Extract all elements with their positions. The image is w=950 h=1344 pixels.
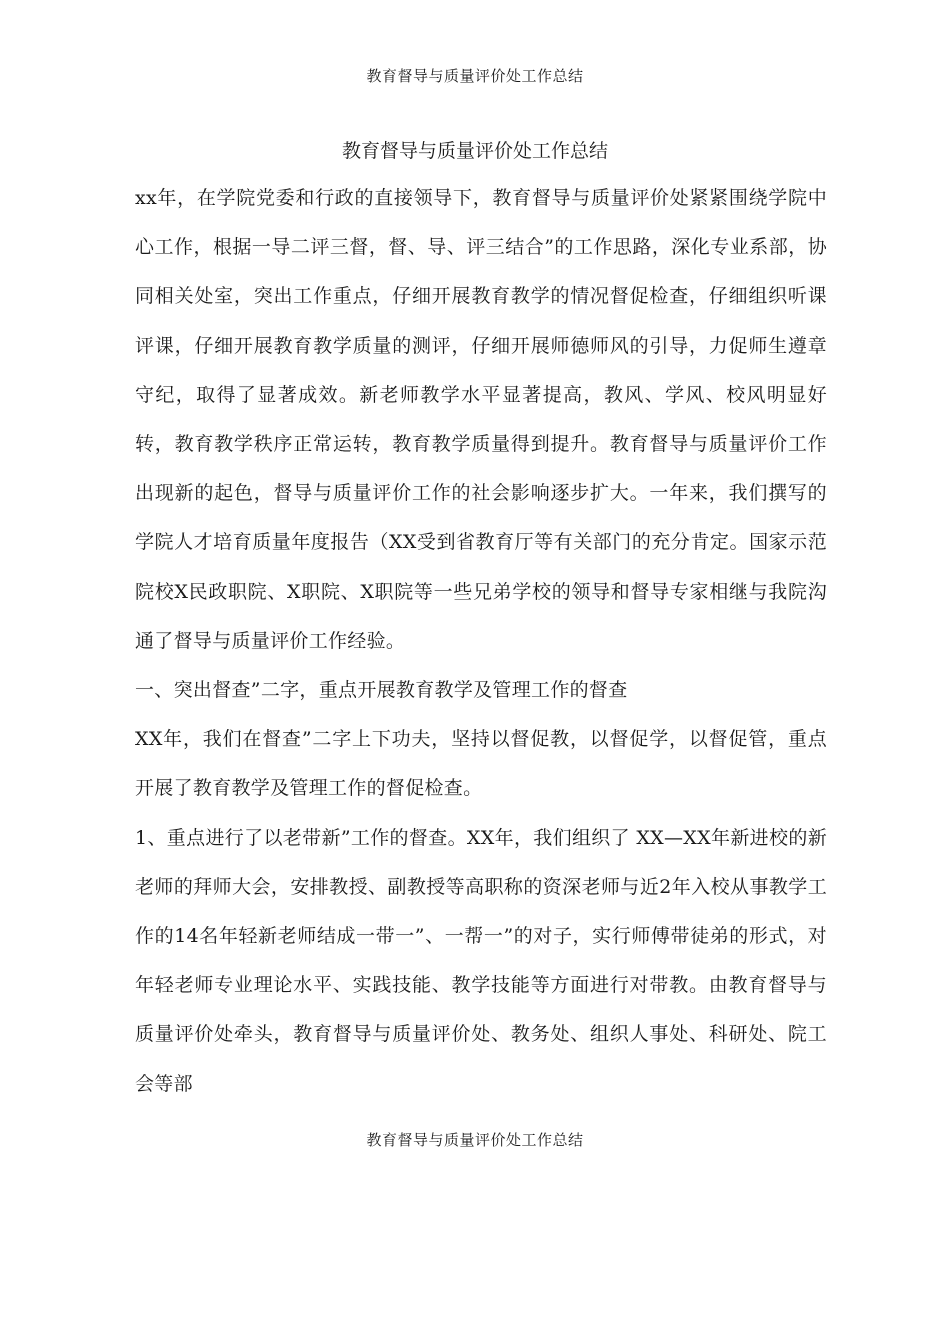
paragraph-section-1: XX年，我们在督查”二字上下功夫，坚持以督促教，以督促学，以督促管，重点开展了教育教学及管理工作的督促检查。 — [135, 728, 827, 800]
paragraph-intro: xx年，在学院党委和行政的直接领导下，教育督导与质量评价处紧紧围绕学院中心工作，根据一导二评三督，督、导、评三结合”的工作思路，深化专业系部，协同相关处室，突出工作重点，仔细开展教育教学的情况督促检查，仔细组织听课评课，仔细开展教育教学质量的测评，仔细开展师德师风的引导，力促师生遵章守纪，取得了显著成效。新老师教学水平显著提高，教风、学风、校风明显好转，教育教学秩序正常运转，教育教学质量得到提升。教育督导与质量评价工作出现新的起色，督导与质量评价工作的社会影响逐步扩大。一年来，我们撰写的学院人才培育质量年度报告（XX受到省教育厅等有关部门的充分肯定。国家示范院校X民政职院、X职院、X职院等一些兄弟学校的领导和督导专家相继与我院沟通了督导与质量评价工作经验。 — [135, 187, 827, 652]
document-body — [135, 174, 827, 1109]
running-header: 教育督导与质量评价处工作总结 — [366, 67, 584, 85]
section-heading-1: 一、突出督查”二字，重点开展教育教学及管理工作的督查 — [135, 679, 628, 702]
paragraph-item-1: 1、重点进行了以老带新”工作的督查。XX年，我们组织了 XX—XX年新进校的新老师的拜师大会，安排教授、副教授等高职称的资深老师与近2年入校从事教学工作的14名年轻新老师结成一带一”、一帮一”的对子，实行师傅带徒弟的形式，对年轻老师专业理论水平、实践技能、教学技能等方面进行对带教。由教育督导与质量评价处牵头，教育督导与质量评价处、教务处、组织人事处、科研处、院工会等部 — [135, 826, 827, 1095]
document-title: 教育督导与质量评价处工作总结 — [341, 140, 608, 162]
running-footer: 教育督导与质量评价处工作总结 — [366, 1131, 584, 1149]
